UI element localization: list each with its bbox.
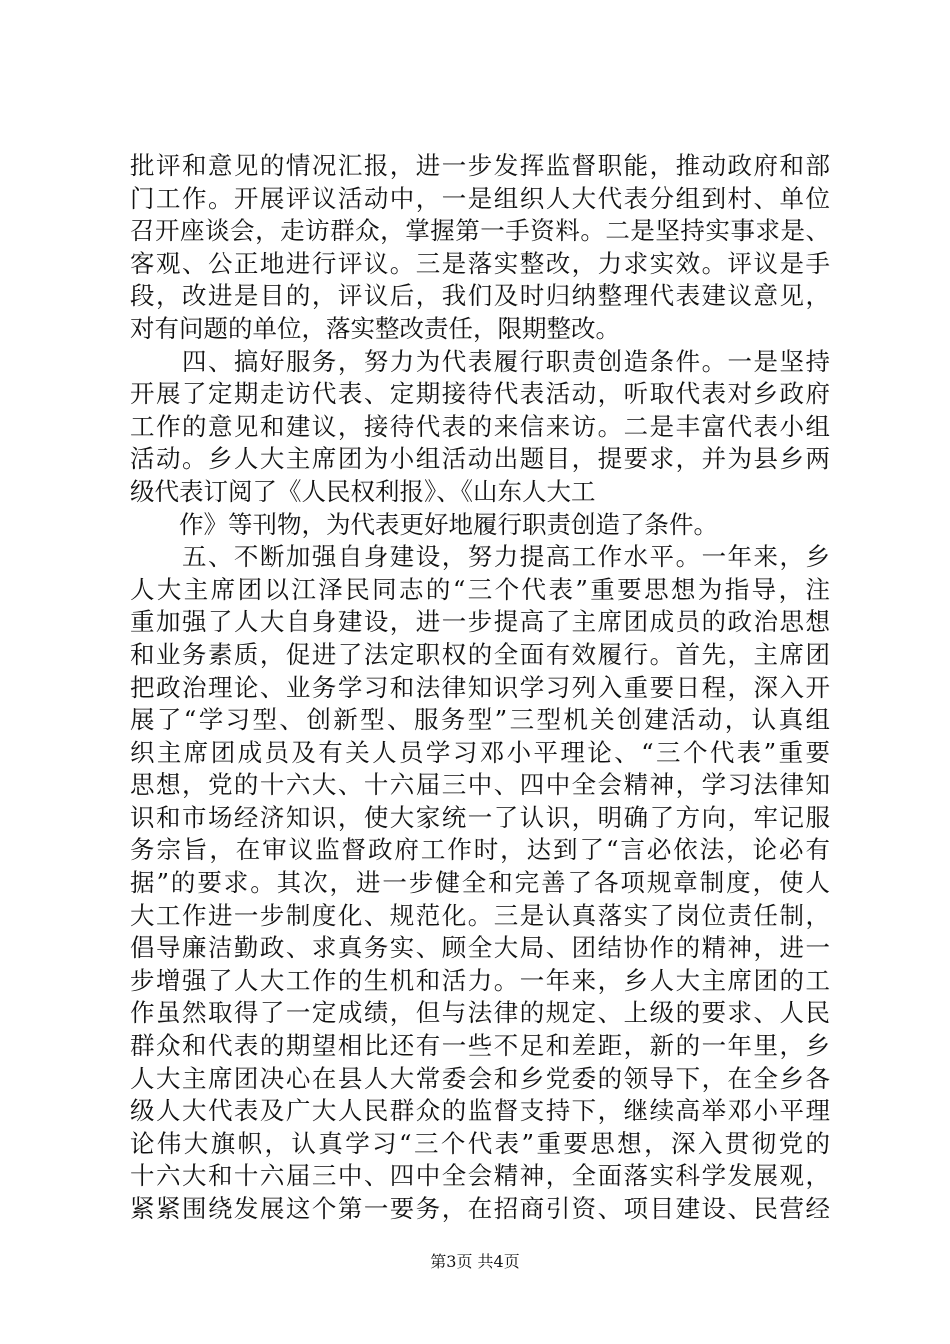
- text-line: 门工作。开展评议活动中，一是组织人大代表分组到村、单位: [130, 183, 830, 213]
- text-line: 重加强了人大自身建设，进一步提高了主席团成员的政治思想: [130, 607, 830, 637]
- text-line: 十六大和十六届三中、四中全会精神，全面落实科学发展观，: [130, 1161, 830, 1191]
- text-line: 把政治理论、业务学习和法律知识学习列入重要日程，深入开: [130, 672, 830, 702]
- text-line: 工作的意见和建议，接待代表的来信来访。二是丰富代表小组: [130, 411, 830, 441]
- text-line: 人大主席团以江泽民同志的“三个代表”重要思想为指导，注: [130, 574, 830, 604]
- text-line: 和业务素质，促进了法定职权的全面有效履行。首先，主席团: [130, 639, 830, 669]
- text-line: 倡导廉洁勤政、求真务实、顾全大局、团结协作的精神，进一: [130, 933, 830, 963]
- document-body: [130, 150, 830, 1226]
- text-line: 作虽然取得了一定成绩，但与法律的规定、上级的要求、人民: [130, 998, 830, 1028]
- text-line: 人大主席团决心在县人大常委会和乡党委的领导下，在全乡各: [130, 1063, 830, 1093]
- text-line: 活动。乡人大主席团为小组活动出题目，提要求，并为县乡两: [130, 444, 830, 474]
- text-line: 紧紧围绕发展这个第一要务，在招商引资、项目建设、民营经: [130, 1194, 830, 1223]
- text-line: 论伟大旗帜，认真学习“三个代表”重要思想，深入贯彻党的: [130, 1128, 830, 1158]
- text-line: 织主席团成员及有关人员学习邓小平理论、“三个代表”重要: [130, 737, 830, 767]
- text-line: 大工作进一步制度化、规范化。三是认真落实了岗位责任制，: [130, 900, 830, 930]
- text-line: 作》等刊物，为代表更好地履行职责创造了条件。: [130, 509, 718, 539]
- text-line: 段，改进是目的，评议后，我们及时归纳整理代表建议意见，: [130, 281, 830, 311]
- page-number: 第3页 共4页: [430, 1252, 520, 1271]
- text-line: 识和市场经济知识，使大家统一了认识，明确了方向，牢记服: [130, 802, 830, 832]
- text-line: 据”的要求。其次，进一步健全和完善了各项规章制度，使人: [130, 868, 830, 898]
- text-line: 级人大代表及广大人民群众的监督支持下，继续高举邓小平理: [130, 1096, 830, 1126]
- text-line: 五、不断加强自身建设，努力提高工作水平。一年来，乡: [130, 542, 830, 572]
- text-line: 级代表订阅了《人民权利报》、《山东人大工: [130, 476, 596, 506]
- text-line: 步增强了人大工作的生机和活力。一年来，乡人大主席团的工: [130, 965, 830, 995]
- text-line: 群众和代表的期望相比还有一些不足和差距，新的一年里，乡: [130, 1031, 830, 1061]
- text-line: 开展了定期走访代表、定期接待代表活动，听取代表对乡政府: [130, 379, 830, 409]
- text-line: 客观、公正地进行评议。三是落实整改，力求实效。评议是手: [130, 248, 830, 278]
- text-line: 展了“学习型、创新型、服务型”三型机关创建活动，认真组: [130, 705, 830, 735]
- text-line: 四、搞好服务，努力为代表履行职责创造条件。一是坚持: [130, 346, 830, 376]
- text-line: 思想，党的十六大、十六届三中、四中全会精神，学习法律知: [130, 770, 830, 800]
- text-line: 对有问题的单位，落实整改责任，限期整改。: [130, 313, 620, 343]
- text-line: 召开座谈会，走访群众，掌握第一手资料。二是坚持实事求是、: [130, 216, 830, 246]
- page-footer: [0, 1249, 950, 1272]
- text-line: 批评和意见的情况汇报，进一步发挥监督职能，推动政府和部: [130, 151, 830, 180]
- text-line: 务宗旨，在审议监督政府工作时，达到了“言必依法，论必有: [130, 835, 830, 865]
